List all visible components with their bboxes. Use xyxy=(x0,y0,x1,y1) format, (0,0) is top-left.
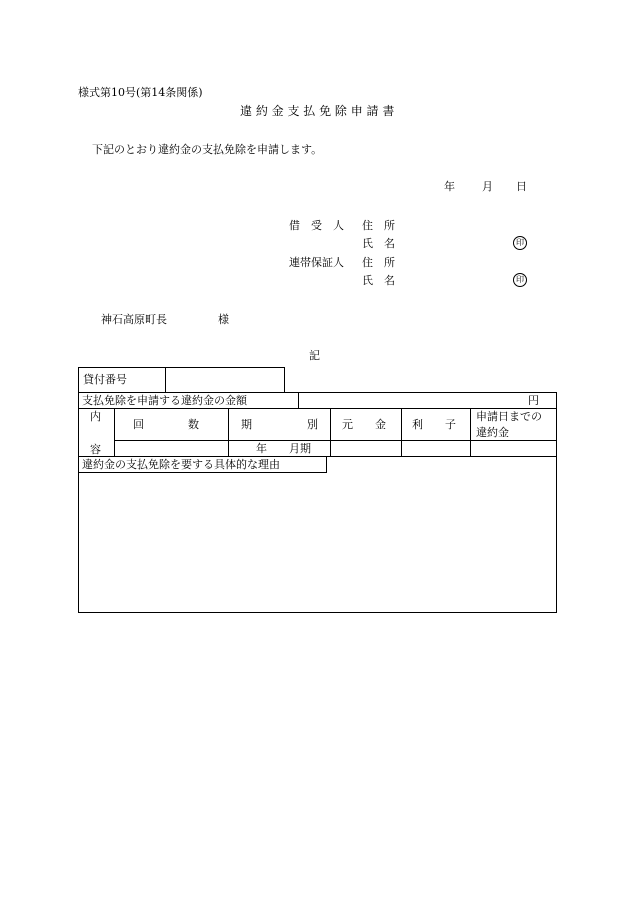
guarantor-seal: 印 xyxy=(513,273,527,287)
guarantor-name-label: 氏 名 xyxy=(362,274,395,287)
gankin-field[interactable] xyxy=(331,441,400,455)
borrower-address-label: 住 所 xyxy=(362,219,395,232)
guarantor-role: 連帯保証人 xyxy=(289,256,344,269)
intro-text: 下記のとおり違約金の支払免除を申請します。 xyxy=(92,143,323,156)
amount-label: 支払免除を申請する違約金の金額 xyxy=(82,394,247,407)
reason-label: 違約金の支払免除を要する具体的な理由 xyxy=(82,458,280,471)
reason-field[interactable] xyxy=(79,474,556,612)
borrower-role: 借 受 人 xyxy=(289,219,344,232)
addressee-name: 神石高原町長 xyxy=(101,313,167,326)
guarantor-address-label: 住 所 xyxy=(362,256,395,269)
borrower-name-label: 氏 名 xyxy=(362,237,395,250)
col-header-kibetsu: 期 別 xyxy=(241,418,318,431)
col-header-penalty-line1: 申請日までの xyxy=(476,410,542,423)
content-label-bottom: 容 xyxy=(90,443,101,456)
col-header-penalty-line2: 違約金 xyxy=(476,426,509,439)
date-day-label: 日 xyxy=(516,180,527,193)
kibetsu-value: 年 月期 xyxy=(256,442,311,455)
rishi-field[interactable] xyxy=(402,441,469,455)
loan-number-label: 貸付番号 xyxy=(83,373,127,386)
col-header-gankin: 元 金 xyxy=(342,418,386,431)
penalty-field[interactable] xyxy=(471,441,556,455)
loan-number-field[interactable] xyxy=(166,368,284,392)
content-col-divider-1 xyxy=(228,408,229,456)
borrower-seal: 印 xyxy=(513,236,527,250)
amount-row-bottom-line xyxy=(78,408,557,409)
yen-label: 円 xyxy=(528,394,539,407)
col-header-kai: 回 数 xyxy=(133,418,199,431)
col-header-rishi: 利 子 xyxy=(412,418,456,431)
content-label-top: 内 xyxy=(90,410,101,423)
kai-field[interactable] xyxy=(115,441,227,455)
amount-field[interactable] xyxy=(299,393,524,407)
date-year-label: 年 xyxy=(444,180,455,193)
addressee-honorific: 様 xyxy=(218,313,229,326)
document-title: 違 約 金 支 払 免 除 申 請 書 xyxy=(240,104,395,118)
ki-label: 記 xyxy=(309,349,320,362)
form-number: 様式第10号(第14条関係) xyxy=(78,86,203,99)
date-month-label: 月 xyxy=(482,180,493,193)
